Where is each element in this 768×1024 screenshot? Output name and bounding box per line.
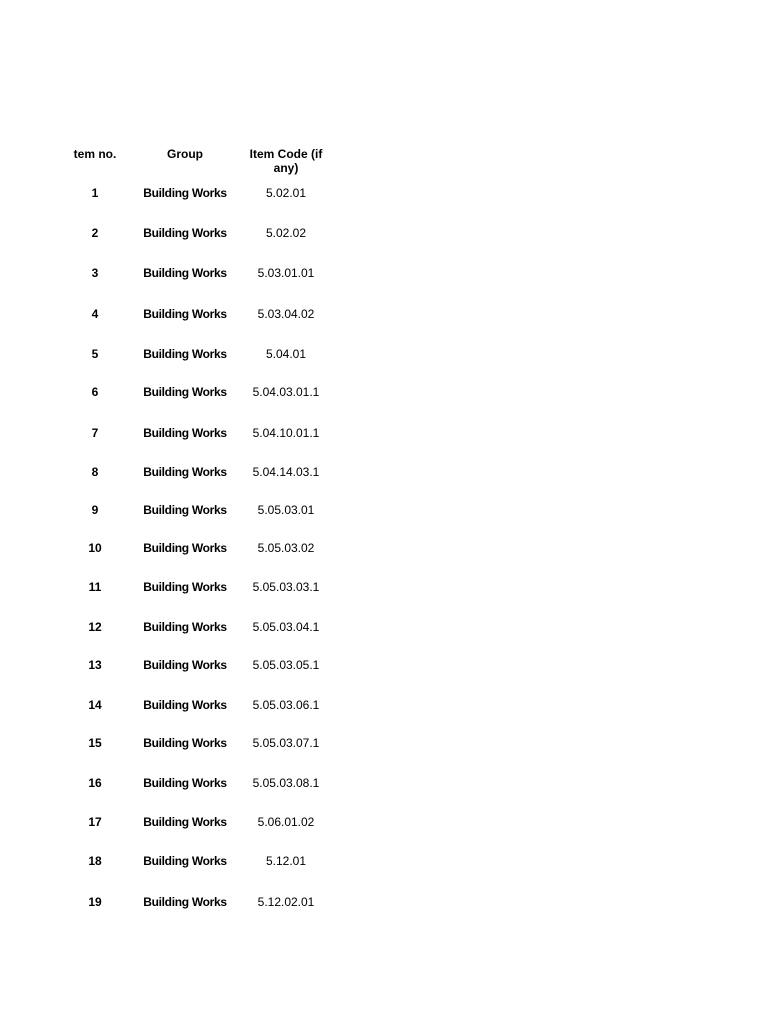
row-item-code: 5.05.03.01 xyxy=(257,503,315,517)
row-item-code: 5.05.03.04.1 xyxy=(252,620,320,634)
table-row xyxy=(0,540,768,556)
row-group: Building Works xyxy=(143,736,227,750)
row-item-code: 5.05.03.06.1 xyxy=(252,698,320,712)
row-group: Building Works xyxy=(143,347,227,361)
header-item-no: tem no. xyxy=(73,147,117,161)
row-group: Building Works xyxy=(143,620,227,634)
row-item-no: 11 xyxy=(88,580,102,594)
row-item-code: 5.05.03.02 xyxy=(257,541,315,555)
row-item-no: 4 xyxy=(91,307,99,321)
table-row xyxy=(0,657,768,673)
table-row xyxy=(0,265,768,281)
header-item-code: Item Code (if any) xyxy=(249,147,323,175)
table-row xyxy=(0,619,768,635)
table-row xyxy=(0,853,768,869)
row-item-no: 6 xyxy=(91,385,99,399)
table-row xyxy=(0,735,768,751)
row-group: Building Works xyxy=(143,658,227,672)
table-row xyxy=(0,346,768,362)
row-item-code: 5.12.02.01 xyxy=(257,895,315,909)
row-group: Building Works xyxy=(143,503,227,517)
row-item-no: 13 xyxy=(88,658,102,672)
row-group: Building Works xyxy=(143,186,227,200)
row-item-code: 5.05.03.05.1 xyxy=(252,658,320,672)
row-item-no: 19 xyxy=(88,895,102,909)
row-item-code: 5.03.01.01 xyxy=(257,266,315,280)
row-group: Building Works xyxy=(143,307,227,321)
row-item-no: 8 xyxy=(91,465,99,479)
row-item-code: 5.04.14.03.1 xyxy=(252,465,320,479)
row-item-no: 3 xyxy=(91,266,99,280)
table-header xyxy=(0,147,768,179)
row-item-code: 5.05.03.07.1 xyxy=(252,736,320,750)
row-item-no: 9 xyxy=(91,503,99,517)
table-row xyxy=(0,185,768,201)
row-item-no: 2 xyxy=(91,226,99,240)
row-group: Building Works xyxy=(143,426,227,440)
row-item-code: 5.02.02 xyxy=(265,226,307,240)
row-item-no: 14 xyxy=(88,698,102,712)
table-row xyxy=(0,775,768,791)
table-row xyxy=(0,306,768,322)
row-item-code: 5.05.03.03.1 xyxy=(252,580,320,594)
row-item-no: 16 xyxy=(88,776,102,790)
row-group: Building Works xyxy=(143,226,227,240)
row-group: Building Works xyxy=(143,580,227,594)
table-row xyxy=(0,697,768,713)
row-group: Building Works xyxy=(143,541,227,555)
row-item-code: 5.06.01.02 xyxy=(257,815,315,829)
row-item-code: 5.02.01 xyxy=(265,186,307,200)
row-item-no: 1 xyxy=(91,186,99,200)
table-row xyxy=(0,814,768,830)
table-row xyxy=(0,894,768,910)
row-group: Building Works xyxy=(143,854,227,868)
row-group: Building Works xyxy=(143,776,227,790)
row-group: Building Works xyxy=(143,266,227,280)
row-group: Building Works xyxy=(143,815,227,829)
row-item-no: 7 xyxy=(91,426,99,440)
table-row xyxy=(0,464,768,480)
row-item-no: 12 xyxy=(88,620,102,634)
row-item-code: 5.04.03.01.1 xyxy=(252,385,320,399)
row-group: Building Works xyxy=(143,465,227,479)
row-item-no: 17 xyxy=(88,815,102,829)
row-item-no: 18 xyxy=(88,854,102,868)
table-row xyxy=(0,579,768,595)
table-row xyxy=(0,502,768,518)
row-item-no: 15 xyxy=(88,736,102,750)
row-item-code: 5.05.03.08.1 xyxy=(252,776,320,790)
row-group: Building Works xyxy=(143,895,227,909)
row-item-code: 5.04.01 xyxy=(265,347,307,361)
table-row xyxy=(0,384,768,400)
row-item-code: 5.12.01 xyxy=(265,854,307,868)
header-group: Group xyxy=(167,147,203,161)
row-group: Building Works xyxy=(143,385,227,399)
row-item-no: 10 xyxy=(88,541,102,555)
row-item-no: 5 xyxy=(91,347,99,361)
row-item-code: 5.04.10.01.1 xyxy=(252,426,320,440)
row-group: Building Works xyxy=(143,698,227,712)
table-row xyxy=(0,225,768,241)
table-row xyxy=(0,425,768,441)
row-item-code: 5.03.04.02 xyxy=(257,307,315,321)
